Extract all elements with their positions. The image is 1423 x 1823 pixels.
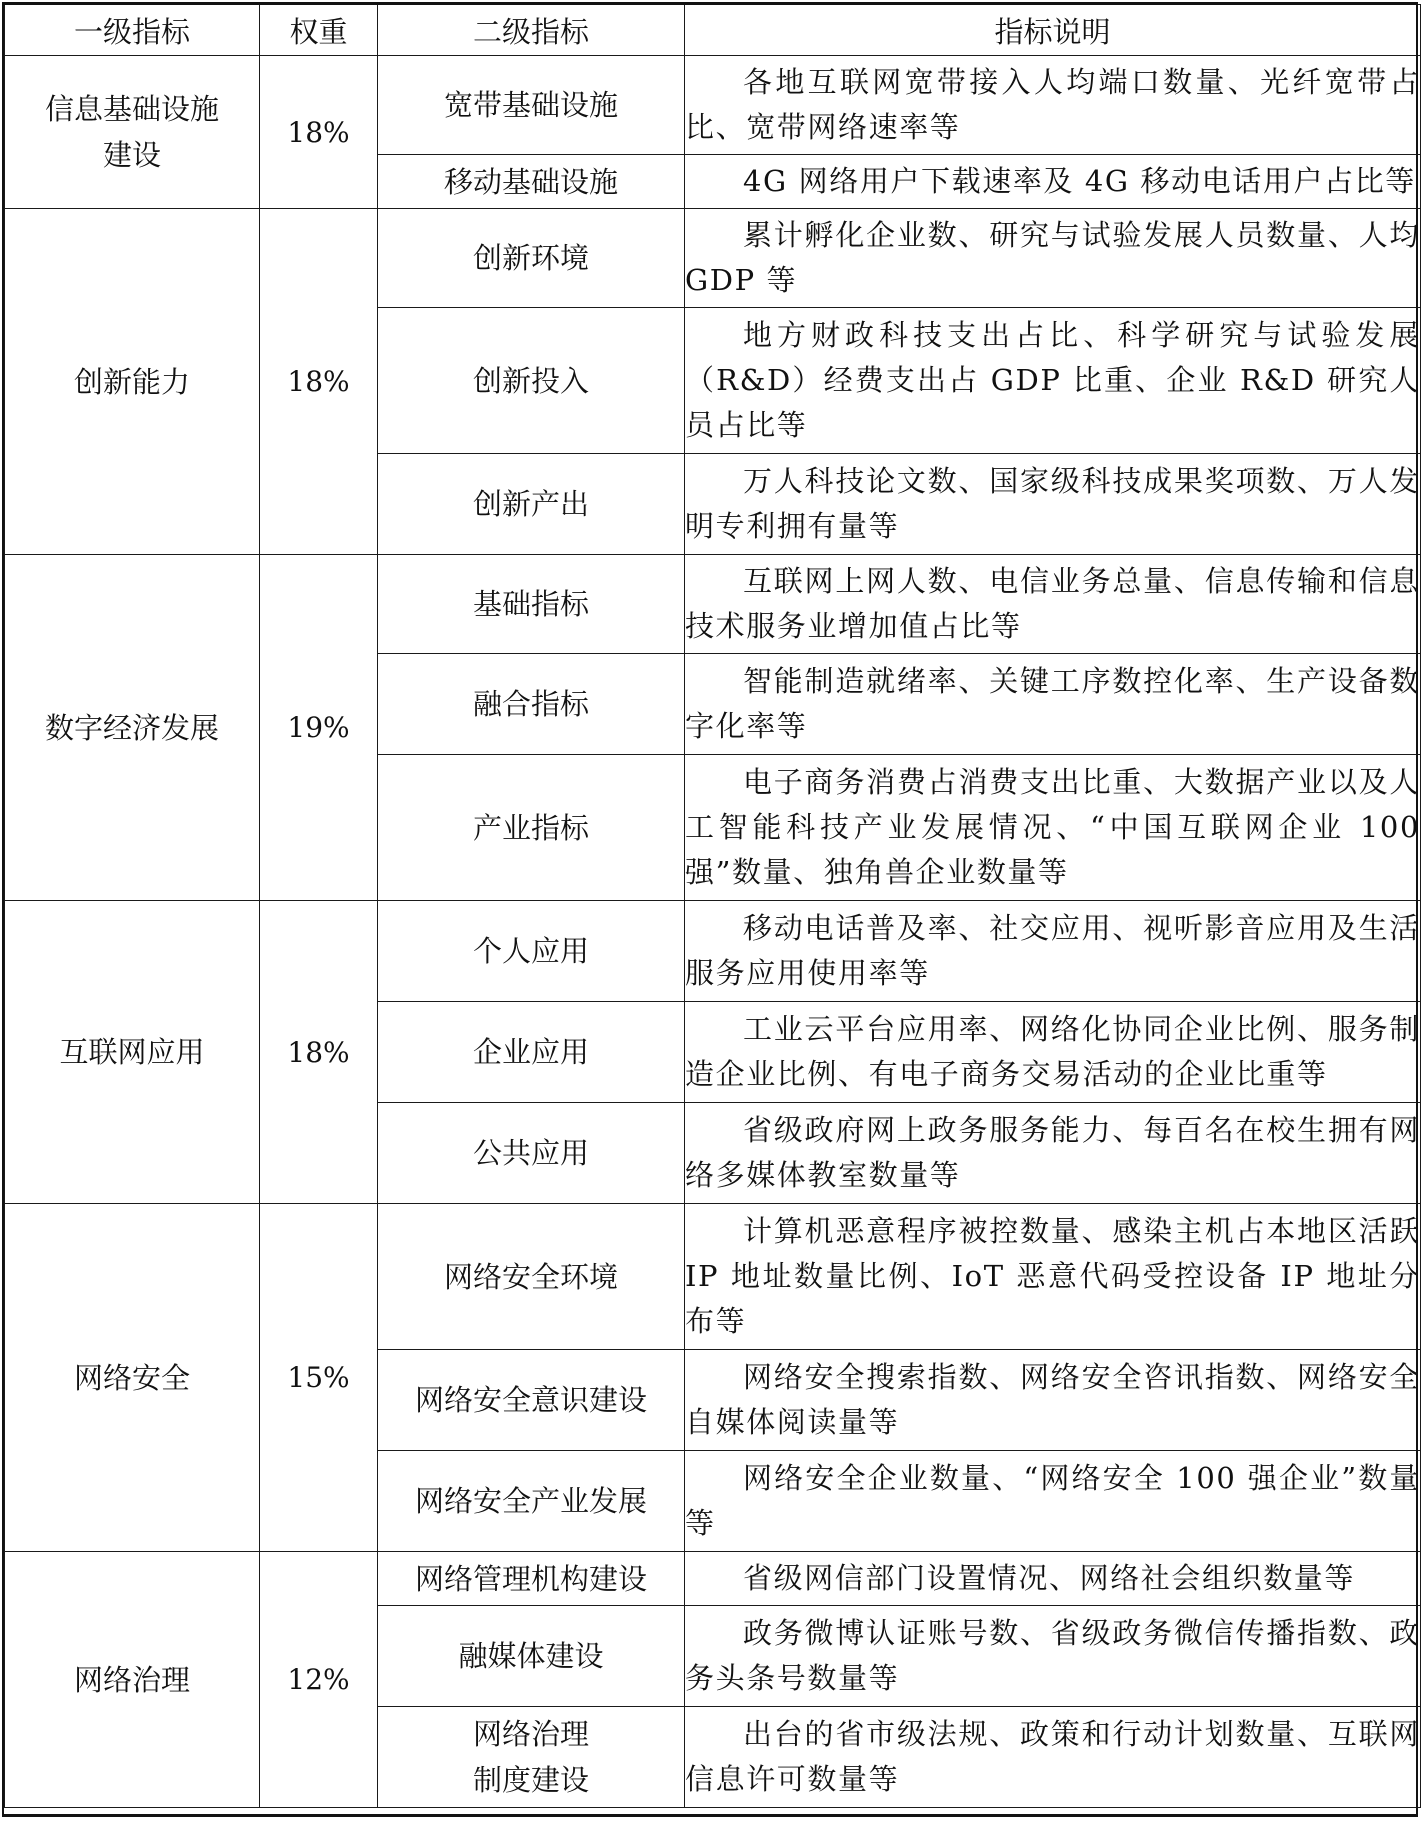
level2-indicator: 创新投入	[378, 308, 685, 454]
table-row	[5, 56, 1421, 155]
level1-indicator	[5, 56, 260, 209]
indicator-description: 互联网上网人数、电信业务总量、信息传输和信息技术服务业增加值占比等	[685, 555, 1421, 654]
weight-value: 18%	[260, 209, 378, 555]
level1-indicator: 数字经济发展	[5, 555, 260, 901]
level2-indicator: 网络安全意识建设	[378, 1350, 685, 1451]
header-row	[5, 5, 1421, 56]
table-row	[5, 1204, 1421, 1350]
weight-value: 12%	[260, 1552, 378, 1808]
indicator-description: 计算机恶意程序被控数量、感染主机占本地区活跃 IP 地址数量比例、IoT 恶意代码受控设备 IP 地址分布等	[685, 1204, 1421, 1350]
header-weight: 权重	[260, 5, 378, 56]
level2-indicator: 网络管理机构建设	[378, 1552, 685, 1606]
level2-indicator: 公共应用	[378, 1103, 685, 1204]
level2-indicator: 个人应用	[378, 901, 685, 1002]
level1-indicator: 互联网应用	[5, 901, 260, 1204]
level2-indicator: 移动基础设施	[378, 155, 685, 209]
table-row	[5, 209, 1421, 308]
indicator-description: 智能制造就绪率、关键工序数控化率、生产设备数字化率等	[685, 654, 1421, 755]
weight-value: 19%	[260, 555, 378, 901]
level2-indicator: 产业指标	[378, 755, 685, 901]
level1-line: 建设	[102, 138, 161, 172]
indicator-description: 万人科技论文数、国家级科技成果奖项数、万人发明专利拥有量等	[685, 454, 1421, 555]
indicator-description: 4G 网络用户下载速率及 4G 移动电话用户占比等	[685, 155, 1421, 209]
indicator-description: 各地互联网宽带接入人均端口数量、光纤宽带占比、宽带网络速率等	[685, 56, 1421, 155]
level1-indicator: 网络安全	[5, 1204, 260, 1552]
level2-indicator: 创新环境	[378, 209, 685, 308]
level1-indicator: 网络治理	[5, 1552, 260, 1808]
weight-value: 15%	[260, 1204, 378, 1552]
indicator-description: 出台的省市级法规、政策和行动计划数量、互联网信息许可数量等	[685, 1707, 1421, 1808]
level2-line: 网络治理	[472, 1717, 589, 1751]
indicator-description: 移动电话普及率、社交应用、视听影音应用及生活服务应用使用率等	[685, 901, 1421, 1002]
indicator-description: 省级政府网上政务服务能力、每百名在校生拥有网络多媒体教室数量等	[685, 1103, 1421, 1204]
level2-indicator: 创新产出	[378, 454, 685, 555]
table-row	[5, 901, 1421, 1002]
indicator-description: 网络安全企业数量、“网络安全 100 强企业”数量等	[685, 1451, 1421, 1552]
table-row	[5, 555, 1421, 654]
indicator-description: 地方财政科技支出占比、科学研究与试验发展（R&D）经费支出占 GDP 比重、企业 R&D 研究人员占比等	[685, 308, 1421, 454]
level2-indicator: 融合指标	[378, 654, 685, 755]
indicator-table	[4, 4, 1421, 1808]
indicator-description: 省级网信部门设置情况、网络社会组织数量等	[685, 1552, 1421, 1606]
level2-line: 制度建设	[472, 1763, 589, 1797]
level2-indicator	[378, 1707, 685, 1808]
header-level2: 二级指标	[378, 5, 685, 56]
weight-value: 18%	[260, 901, 378, 1204]
level1-line: 信息基础设施	[44, 92, 219, 126]
level2-indicator: 基础指标	[378, 555, 685, 654]
indicator-description: 累计孵化企业数、研究与试验发展人员数量、人均 GDP 等	[685, 209, 1421, 308]
indicator-description: 网络安全搜索指数、网络安全咨讯指数、网络安全自媒体阅读量等	[685, 1350, 1421, 1451]
indicator-description: 政务微博认证账号数、省级政务微信传播指数、政务头条号数量等	[685, 1606, 1421, 1707]
table-row	[5, 1552, 1421, 1606]
indicator-description: 工业云平台应用率、网络化协同企业比例、服务制造企业比例、有电子商务交易活动的企业比重等	[685, 1002, 1421, 1103]
level2-indicator: 网络安全环境	[378, 1204, 685, 1350]
level1-indicator: 创新能力	[5, 209, 260, 555]
weight-value: 18%	[260, 56, 378, 209]
level2-indicator: 宽带基础设施	[378, 56, 685, 155]
level2-indicator: 融媒体建设	[378, 1606, 685, 1707]
header-description: 指标说明	[685, 5, 1421, 56]
indicator-description: 电子商务消费占消费支出比重、大数据产业以及人工智能科技产业发展情况、“中国互联网企业 100 强”数量、独角兽企业数量等	[685, 755, 1421, 901]
level2-indicator: 企业应用	[378, 1002, 685, 1103]
header-level1: 一级指标	[5, 5, 260, 56]
level2-indicator: 网络安全产业发展	[378, 1451, 685, 1552]
